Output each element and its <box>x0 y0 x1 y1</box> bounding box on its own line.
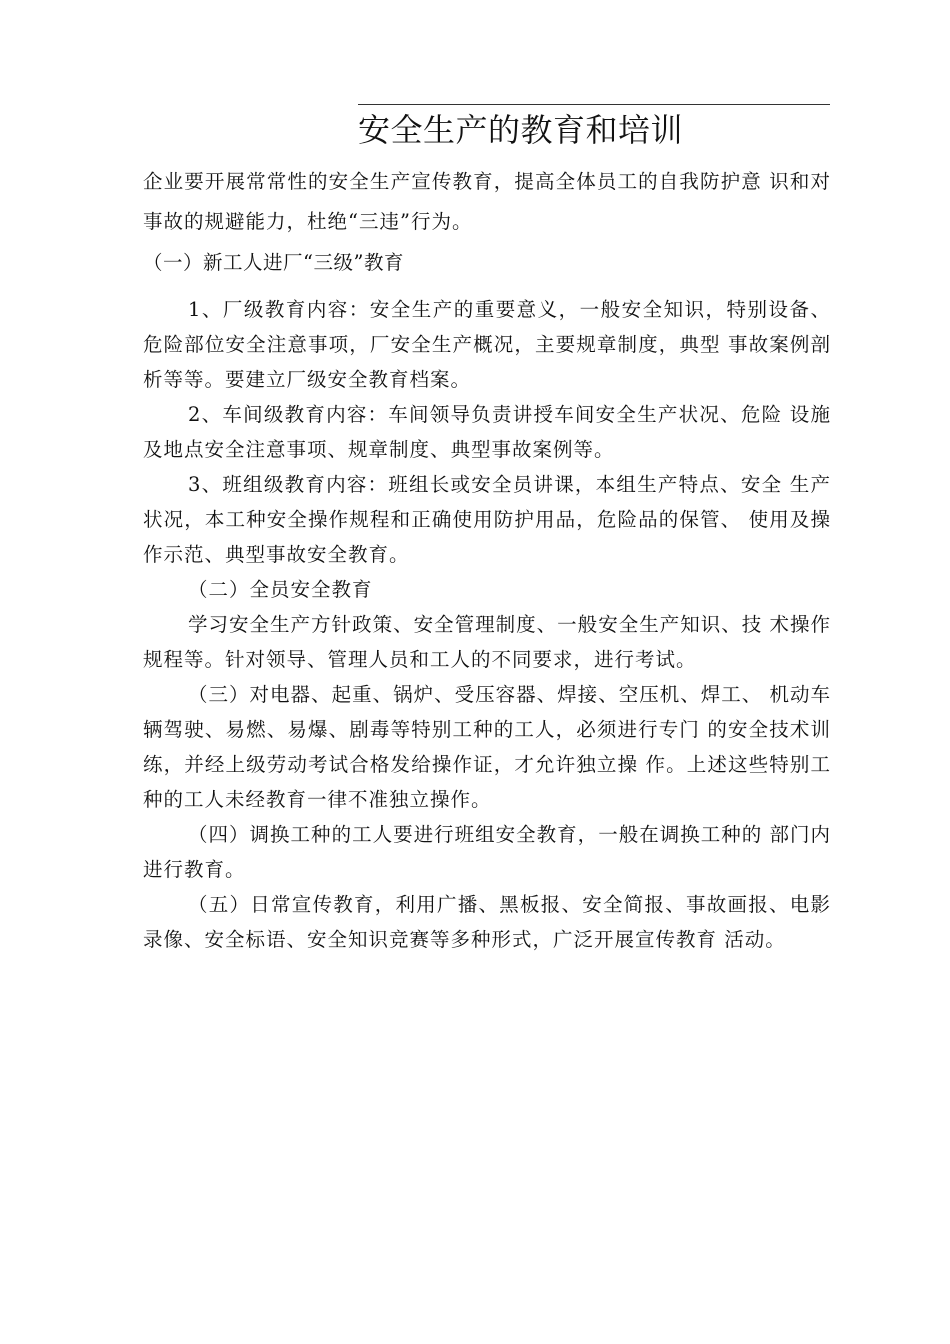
paragraph-daily-publicity: （五）日常宣传教育，利用广播、黑板报、安全简报、事故画报、电影录像、安全标语、安全知识竞赛等多种形式，广泛开展宣传教育 活动。 <box>143 893 831 951</box>
document-body <box>143 162 831 957</box>
paragraph-team-level: 3、班组级教育内容：班组长或安全员讲课，本组生产特点、安全 生产状况，本工种安全操作规程和正确使用防护用品，危险品的保管、 使用及操作示范、典型事故安全教育。 <box>143 473 831 566</box>
paragraph-special-trades: （三）对电器、起重、锅炉、受压容器、焊接、空压机、焊工、 机动车辆驾驶、易燃、易爆、剧毒等特别工种的工人，必须进行专门 的安全技术训练，并经上级劳动考试合格发给操作证，才允许独立操 作。上述这些特别工种的工人未经教育一律不准独立操作。 <box>143 683 831 811</box>
document-title: 安全生产的教育和培训 <box>358 111 684 149</box>
header-rule <box>358 104 830 105</box>
intro-paragraph: 企业要开展常常性的安全生产宣传教育，提高全体员工的自我防护意 识和对事故的规避能力，杜绝“三违”行为。 <box>143 170 831 233</box>
paragraph-job-change: （四）调换工种的工人要进行班组安全教育，一般在调换工种的 部门内进行教育。 <box>143 823 831 881</box>
section-heading-new-workers: （一）新工人进厂“三级”教育 <box>143 251 404 274</box>
paragraph-all-staff: 学习安全生产方针政策、安全管理制度、一般安全生产知识、技 术操作规程等。针对领导、管理人员和工人的不同要求，进行考试。 <box>143 613 831 671</box>
section-heading-all-staff: （二）全员安全教育 <box>188 578 373 601</box>
paragraph-factory-level: 1、厂级教育内容：安全生产的重要意义，一般安全知识，特别设备、危险部位安全注意事项，厂安全生产概况，主要规章制度，典型 事故案例剖析等等。要建立厂级安全教育档案。 <box>143 298 831 391</box>
paragraph-workshop-level: 2、车间级教育内容：车间领导负责讲授车间安全生产状况、危险 设施及地点安全注意事项、规章制度、典型事故案例等。 <box>143 403 831 461</box>
